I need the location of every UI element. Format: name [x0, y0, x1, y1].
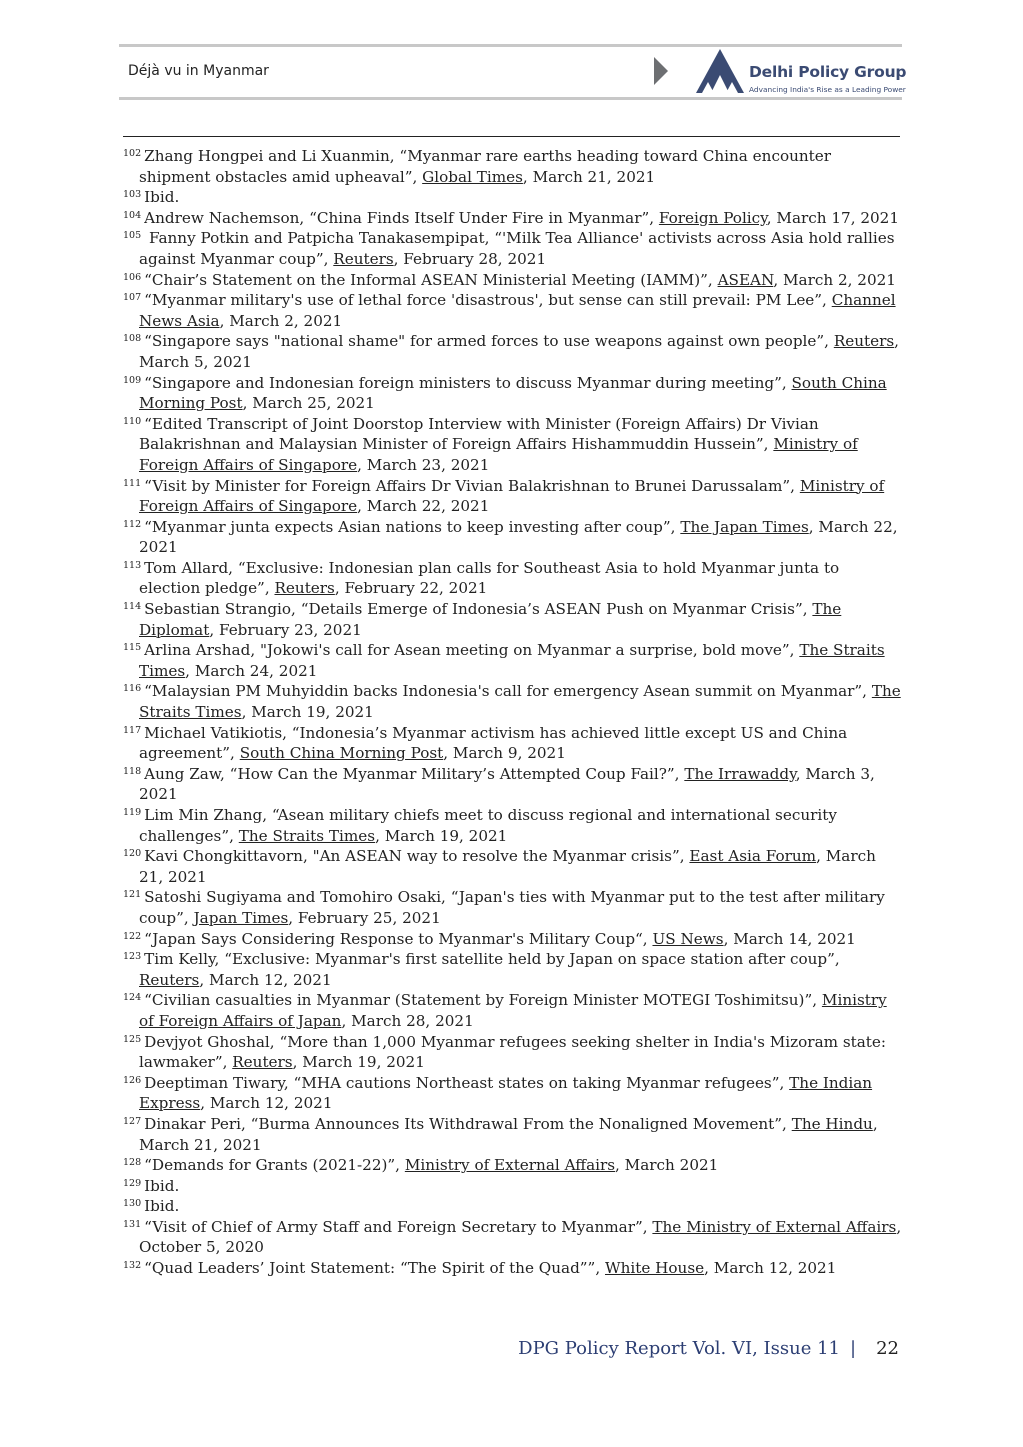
- footnote-text: , March 19, 2021: [375, 826, 508, 845]
- footnote-number: 111: [123, 477, 142, 489]
- footnote-number: 113: [123, 559, 142, 571]
- footnote-number: 130: [123, 1198, 142, 1210]
- footnote: [123, 1176, 903, 1197]
- source-link[interactable]: South China Morning Post: [139, 373, 887, 413]
- footnote-text: , February 22, 2021: [334, 579, 488, 598]
- document-title: Déjà vu in Myanmar: [128, 63, 269, 79]
- header-rule-bottom: [119, 97, 902, 100]
- page-footer: [518, 1338, 899, 1359]
- footnote-text: , March 22, 2021: [139, 517, 898, 557]
- footnote: [123, 290, 903, 331]
- footnote-text: , March 14, 2021: [723, 929, 856, 948]
- footnote: [123, 1155, 903, 1176]
- footnote-text: , March 21, 2021: [139, 1114, 878, 1154]
- footnote-number: 131: [123, 1218, 142, 1230]
- source-link[interactable]: The Japan Times: [680, 517, 809, 536]
- footnote-text: , March 21, 2021: [139, 847, 876, 886]
- footnote-text: , October 5, 2020: [139, 1217, 902, 1257]
- footnote-text: “Myanmar military's use of lethal force 'disastrous', but sense can still prevail: PM Lee”,: [144, 291, 832, 310]
- footnote: [123, 846, 903, 887]
- footnote: [123, 1073, 903, 1114]
- footnote-number: 124: [123, 992, 142, 1004]
- footnote-number: 114: [123, 601, 142, 613]
- footnote: [123, 681, 903, 722]
- footnote-text: Tom Allard, “Exclusive: Indonesian plan calls for Southeast Asia to hold Myanmar junta to election pledge”,: [139, 558, 840, 598]
- footnote-text: , March 24, 2021: [185, 661, 318, 680]
- footnote-number: 127: [123, 1115, 142, 1127]
- footnote: [123, 949, 903, 990]
- footnote-text: “Chair’s Statement on the Informal ASEAN Ministerial Meeting (IAMM)”,: [144, 270, 718, 289]
- footnote-text: , March 25, 2021: [242, 394, 375, 413]
- footnote-number: 123: [123, 951, 142, 963]
- source-link[interactable]: East Asia Forum: [689, 847, 817, 866]
- source-link[interactable]: US News: [652, 929, 724, 948]
- footnote-text: Zhang Hongpei and Li Xuanmin, “Myanmar rare earths heading toward China encounter shipment obstacles amid upheaval”,: [139, 147, 832, 186]
- source-link[interactable]: ASEAN: [717, 270, 774, 289]
- footnote-text: , February 23, 2021: [209, 620, 362, 639]
- footnote: [123, 723, 903, 764]
- footnote-text: , March 5, 2021: [139, 332, 899, 371]
- footnote-number: 118: [123, 765, 142, 777]
- footnote-text: , March 12, 2021: [200, 1094, 333, 1113]
- footnote: [123, 805, 903, 846]
- footnote-text: Deeptiman Tiwary, “MHA cautions Northeast states on taking Myanmar refugees”,: [144, 1073, 790, 1092]
- dpg-logo-icon: [694, 47, 746, 95]
- source-link[interactable]: Reuters: [833, 332, 895, 351]
- footnote-text: , March 19, 2021: [241, 703, 374, 722]
- footnote: [123, 990, 903, 1031]
- footnote-text: “Visit by Minister for Foreign Affairs Dr Vivian Balakrishnan to Brunei Darussalam”,: [144, 476, 800, 495]
- source-link[interactable]: Ministry of Foreign Affairs of Singapore: [139, 435, 858, 474]
- source-link[interactable]: Ministry of Foreign Affairs of Singapore: [139, 476, 885, 516]
- footnote-number: 107: [123, 292, 142, 304]
- footnote: [123, 208, 903, 229]
- footnote-text: Aung Zaw, “How Can the Myanmar Military’s Attempted Coup Fail?”,: [144, 764, 685, 783]
- footnote-text: “Singapore says "national shame" for armed forces to use weapons against own people”,: [144, 332, 834, 351]
- footnote-number: 104: [123, 209, 142, 221]
- footnote: [123, 599, 903, 640]
- footnote: [123, 887, 903, 928]
- footnote-text: , March 21, 2021: [522, 167, 656, 186]
- source-link[interactable]: The Straits Times: [238, 826, 376, 845]
- footnote-number: 115: [123, 642, 142, 654]
- footnote-number: 125: [123, 1033, 142, 1045]
- logo-tagline: Advancing India's Rise as a Leading Power: [749, 85, 906, 94]
- footnote-number: 129: [123, 1177, 142, 1189]
- footnote-number: 132: [123, 1260, 142, 1272]
- play-arrow-icon: [654, 57, 668, 85]
- footnote-number: 121: [123, 889, 142, 901]
- footer-separator: |: [850, 1338, 857, 1359]
- footnote-number: 112: [123, 518, 142, 530]
- footnote: [123, 640, 903, 681]
- footnote: [123, 558, 903, 599]
- footnote-text: “Singapore and Indonesian foreign ministers to discuss Myanmar during meeting”,: [144, 373, 792, 392]
- source-link[interactable]: White House: [604, 1259, 705, 1278]
- footnote-text: Michael Vatikiotis, “Indonesia’s Myanmar activism has achieved little except US and China agreement”,: [139, 723, 848, 763]
- footnote-number: 116: [123, 683, 142, 695]
- footnote-text: “Japan Says Considering Response to Myanmar's Military Coup“,: [144, 929, 653, 948]
- footnote-text: , February 28, 2021: [393, 249, 547, 268]
- footnote-text: “Quad Leaders’ Joint Statement: “The Spirit of the Quad””,: [144, 1259, 605, 1278]
- source-link[interactable]: The Straits Times: [139, 641, 885, 680]
- footnote-text: , March 22, 2021: [357, 497, 490, 516]
- footnote-text: , March 23, 2021: [357, 455, 490, 474]
- footnote: [123, 414, 903, 476]
- footnote-text: Kavi Chongkittavorn, "An ASEAN way to resolve the Myanmar crisis”,: [144, 847, 690, 866]
- footnote-text: Dinakar Peri, “Burma Announces Its Withdrawal From the Nonaligned Movement”,: [144, 1114, 792, 1133]
- footnote-text: Ibid.: [144, 188, 180, 207]
- footnote: [123, 929, 903, 950]
- footnote-text: , March 28, 2021: [341, 1011, 474, 1030]
- report-title: DPG Policy Report Vol. VI, Issue 11: [518, 1338, 841, 1359]
- footnote-text: , March 12, 2021: [704, 1259, 837, 1278]
- footnote: [123, 187, 903, 208]
- footnote-text: , March 9, 2021: [443, 744, 566, 763]
- footnote: [123, 1217, 903, 1258]
- footnote-text: Satoshi Sugiyama and Tomohiro Osaki, “Japan's ties with Myanmar put to the test after military coup”,: [139, 888, 885, 927]
- footnote-text: Andrew Nachemson, “China Finds Itself Under Fire in Myanmar”,: [144, 208, 659, 227]
- footnote-number: 126: [123, 1074, 142, 1086]
- footnote-number: 122: [123, 930, 142, 942]
- source-link[interactable]: Channel News Asia: [139, 291, 896, 330]
- footnote-number: 117: [123, 724, 142, 736]
- footnote: [123, 1114, 903, 1155]
- footnote-text: Tim Kelly, “Exclusive: Myanmar's first satellite held by Japan on space station after coup”,: [144, 950, 840, 969]
- footnote-text: Sebastian Strangio, “Details Emerge of Indonesia’s ASEAN Push on Myanmar Crisis”,: [144, 600, 813, 619]
- footnote-number: 106: [123, 271, 142, 283]
- footnote-text: , March 2021: [615, 1156, 719, 1175]
- footnote-number: 103: [123, 189, 142, 201]
- source-link[interactable]: South China Morning Post: [239, 744, 444, 763]
- footnote-text: Ibid.: [144, 1176, 180, 1195]
- footnote-text: “Myanmar junta expects Asian nations to keep investing after coup”,: [144, 517, 681, 536]
- footnote: [123, 373, 903, 414]
- footnote: [123, 1258, 903, 1279]
- footnote-text: Ibid.: [144, 1197, 180, 1216]
- source-link[interactable]: Ministry of External Affairs: [404, 1156, 616, 1175]
- source-link[interactable]: The Straits Times: [139, 682, 901, 722]
- footnote-text: , March 12, 2021: [199, 970, 332, 989]
- footnote-text: Fanny Potkin and Patpicha Tanakasempipat, “'Milk Tea Alliance' activists across Asia hold rallies against Myanmar coup”,: [139, 229, 895, 268]
- source-link[interactable]: Reuters: [139, 970, 200, 989]
- footnote: [123, 1032, 903, 1073]
- footnote-number: 105: [123, 230, 142, 242]
- footnote-number: 120: [123, 848, 142, 860]
- footnote: [123, 517, 903, 558]
- source-link[interactable]: Japan Times: [193, 908, 289, 927]
- footnote-text: , March 2, 2021: [773, 270, 896, 289]
- footnote-text: , March 19, 2021: [292, 1053, 425, 1072]
- source-link[interactable]: Reuters: [274, 579, 335, 598]
- footnote-separator: [123, 136, 900, 137]
- footnote-text: Devjyot Ghoshal, “More than 1,000 Myanmar refugees seeking shelter in India's Mizoram state: lawmaker”,: [139, 1032, 887, 1072]
- footnote-text: “Demands for Grants (2021-22)”,: [144, 1156, 405, 1175]
- footnote-text: Arlina Arshad, "Jokowi's call for Asean meeting on Myanmar a surprise, bold move”,: [144, 641, 800, 660]
- source-link[interactable]: The Irrawaddy: [684, 764, 796, 783]
- footnote-text: , March 17, 2021: [766, 208, 900, 227]
- footnote: [123, 764, 903, 805]
- footnote-number: 108: [123, 333, 142, 345]
- source-link[interactable]: The Indian Express: [139, 1073, 873, 1113]
- footnote-number: 102: [123, 148, 142, 159]
- source-link[interactable]: Global Times: [422, 167, 523, 186]
- footnote-number: 110: [123, 415, 142, 427]
- footnote: [123, 270, 903, 291]
- footnote-text: “Edited Transcript of Joint Doorstop Interview with Minister (Foreign Affairs) Dr Vivian Balakrishnan and Malaysian Minister of Foreign Affairs Hishammuddin Hussein”,: [139, 414, 819, 454]
- footnote-text: “Visit of Chief of Army Staff and Foreign Secretary to Myanmar”,: [144, 1217, 653, 1236]
- footnote-text: “Civilian casualties in Myanmar (Statement by Foreign Minister MOTEGI Toshimitsu)”,: [144, 991, 822, 1010]
- footnote: [123, 331, 903, 372]
- footnote: [123, 1196, 903, 1217]
- footnote: [123, 146, 903, 187]
- header-rule-top: [119, 44, 902, 47]
- source-link[interactable]: Reuters: [232, 1053, 293, 1072]
- footnote-number: 128: [123, 1157, 142, 1169]
- footnote-text: , March 3, 2021: [139, 764, 875, 804]
- source-link[interactable]: Ministry of Foreign Affairs of Japan: [139, 991, 887, 1030]
- logo-name: Delhi Policy Group: [749, 63, 907, 81]
- footnote: [123, 228, 903, 269]
- footnote-text: Lim Min Zhang, “Asean military chiefs meet to discuss regional and international security challenges”,: [139, 806, 837, 845]
- footnote-number: 109: [123, 374, 142, 386]
- source-link[interactable]: The Diplomat: [139, 600, 842, 639]
- source-link[interactable]: Reuters: [333, 249, 394, 268]
- source-link[interactable]: The Hindu: [791, 1114, 873, 1133]
- footnote-text: , March 2, 2021: [219, 311, 343, 330]
- footnote-text: , February 25, 2021: [288, 908, 441, 927]
- footnote-list: [123, 146, 903, 1279]
- page-number: 22: [876, 1338, 899, 1359]
- footnote: [123, 476, 903, 517]
- footnote-text: “Malaysian PM Muhyiddin backs Indonesia's call for emergency Asean summit on Myanmar”,: [144, 682, 872, 701]
- source-link[interactable]: The Ministry of External Affairs: [652, 1217, 897, 1236]
- footnote-number: 119: [123, 807, 142, 818]
- source-link[interactable]: Foreign Policy: [658, 208, 767, 227]
